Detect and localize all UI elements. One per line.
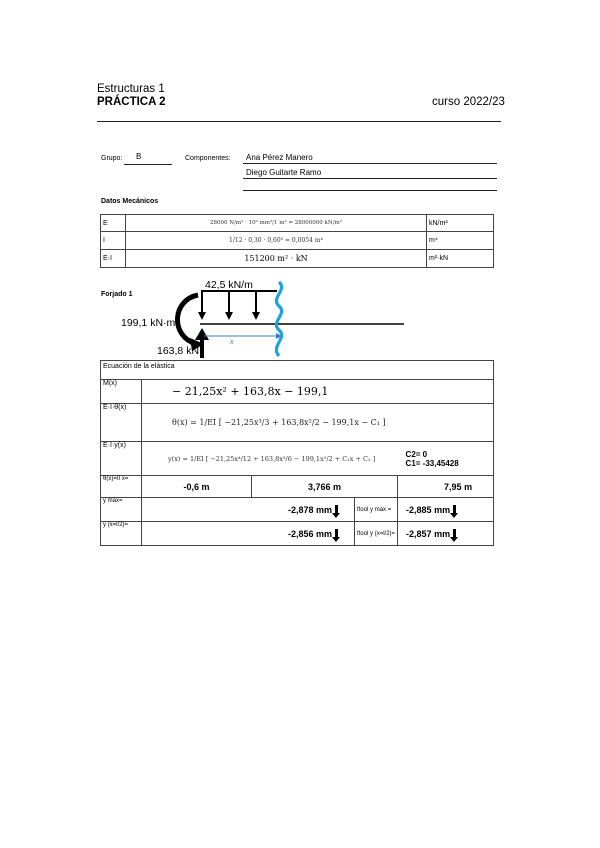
- ymid-cell: [142, 522, 355, 546]
- y-expr: y(x) = 1/EI [ −21,25x⁴/12 + 163,8x³/6 − 199,1x²/2 + C₁x + C₂ ]: [142, 442, 398, 476]
- member-2: Diego Guitarte Ramo: [246, 168, 322, 177]
- course-year: curso 2022/23: [432, 96, 505, 108]
- member-3-underline: [243, 190, 497, 191]
- header-rule: [97, 121, 501, 122]
- ftool-ymax-label: ftool y máx =: [355, 498, 398, 522]
- practice-title: PRÁCTICA 2: [97, 96, 166, 108]
- down-arrow-icon: [453, 529, 456, 538]
- load-arrows: [198, 291, 260, 320]
- datos-expr: 28000 N/m² · 10⁶ mm²/1 m² = 28000000 kN/m²: [126, 215, 427, 232]
- ymid-value: -2,856 mm: [288, 528, 333, 539]
- c2-value: C2= 0: [405, 449, 428, 459]
- constants: [398, 442, 494, 476]
- member-1: Ana Pérez Manero: [246, 153, 313, 162]
- root-2: 3,766 m: [252, 476, 398, 498]
- ymid-row: [101, 522, 494, 546]
- c1-value: C1= -33,45428: [405, 458, 459, 468]
- down-arrow-icon: [453, 505, 456, 514]
- datos-row-ei: [101, 250, 494, 268]
- datos-expr: 1/12 · 0,30 · 0,60³ = 0,0054 m⁴: [126, 232, 427, 250]
- mx-row: [101, 380, 494, 404]
- ymax-value: -2,878 mm: [288, 504, 333, 515]
- ymid-label: y (x=l/2)=: [101, 522, 142, 546]
- down-arrow-icon: [335, 505, 338, 514]
- forjado-title: Forjado 1: [101, 291, 133, 298]
- theta-label: E·I·θ(x): [101, 404, 142, 442]
- group-label: Grupo:: [101, 155, 123, 162]
- y-label: E·I·y(x): [101, 442, 142, 476]
- datos-unit: m²·kN: [427, 250, 494, 268]
- elastica-title-row: [101, 361, 494, 380]
- datos-row-i: [101, 232, 494, 250]
- datos-title: Datos Mecánicos: [101, 198, 159, 205]
- datos-table: [100, 214, 494, 268]
- course-title: Estructuras 1: [97, 83, 165, 95]
- datos-expr: 151200 m² · kN: [126, 250, 427, 268]
- ymax-label: y máx=: [101, 498, 142, 522]
- datos-unit: m⁴: [427, 232, 494, 250]
- datos-row-e: [101, 215, 494, 232]
- elastica-table: [100, 360, 494, 546]
- group-value: B: [136, 152, 142, 161]
- root-3: 7,95 m: [398, 476, 494, 498]
- reaction-label: 163,8 kN: [157, 345, 200, 357]
- x-axis-label: x: [230, 339, 234, 346]
- ftool-ymid-value: -2,857 mm: [406, 528, 451, 539]
- member-1-underline: [243, 163, 497, 164]
- mx-expr: − 21,25x² + 163,8x − 199,1: [142, 380, 494, 404]
- ftool-ymid-label: ftool y (x=l/2)=: [355, 522, 398, 546]
- member-2-underline: [243, 178, 497, 179]
- ftool-ymid-cell: [398, 522, 494, 546]
- components-label: Componentes:: [185, 155, 231, 162]
- mx-label: M(x): [101, 380, 142, 404]
- y-row: [101, 442, 494, 476]
- ymax-row: [101, 498, 494, 522]
- moment-arrow: [177, 295, 198, 344]
- ftool-ymax-cell: [398, 498, 494, 522]
- ymax-cell: [142, 498, 355, 522]
- group-underline: [124, 164, 172, 165]
- theta-zero-label: θ(x)=0 x=: [101, 476, 142, 498]
- theta-expr: θ(x) = 1/EI [ −21,25x³/3 + 163,8x²/2 − 199,1x − C₁ ]: [142, 404, 494, 442]
- datos-unit: kN/m²: [427, 215, 494, 232]
- ftool-ymax-value: -2,885 mm: [406, 504, 451, 515]
- datos-sym: I: [101, 232, 126, 250]
- section-cut: [276, 282, 281, 356]
- roots-row: [101, 476, 494, 498]
- moment-label: 199,1 kN·m: [121, 317, 176, 329]
- elastica-title: Ecuación de la elástica: [101, 361, 494, 380]
- theta-row: [101, 404, 494, 442]
- datos-sym: E: [101, 215, 126, 232]
- datos-sym: E·I: [101, 250, 126, 268]
- root-1: -0,6 m: [142, 476, 252, 498]
- load-label: 42,5 kN/m: [205, 279, 253, 291]
- down-arrow-icon: [335, 529, 338, 538]
